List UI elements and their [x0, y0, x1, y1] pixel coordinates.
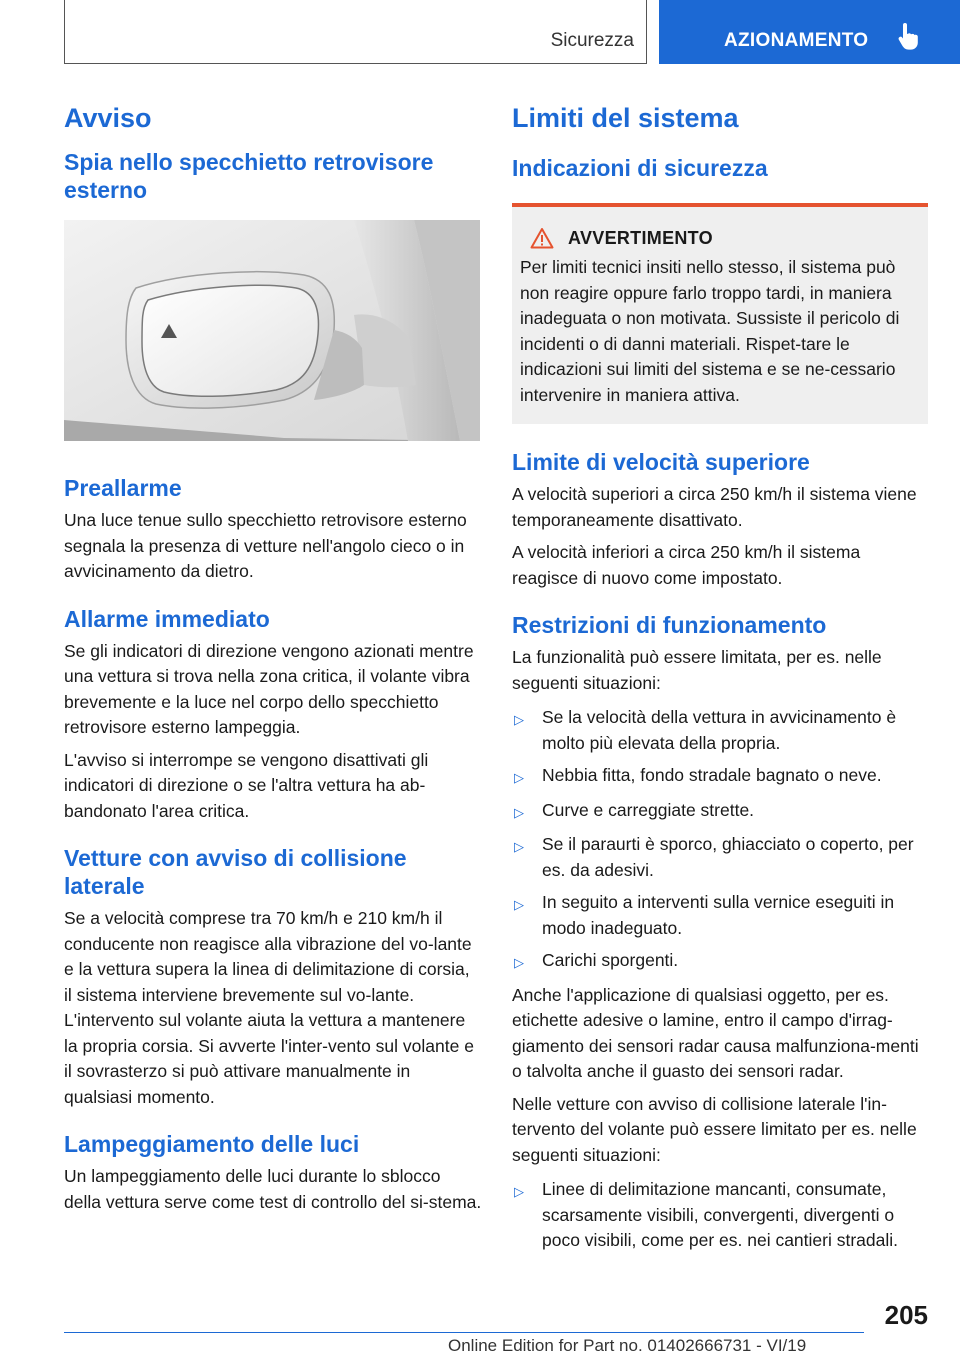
page-header [0, 0, 960, 66]
triangle-bullet-icon: ▷ [514, 897, 524, 912]
text-allarme-1: Se gli indicatori di direzione vengono azionati mentre una vettura si trova nella zona critica, il volante vibra brevemente e la luce nel corpo dello specchietto retrovisore esterno lampeggia. [64, 640, 474, 737]
side-mirror-illustration [64, 220, 480, 441]
triangle-bullet-icon: ▷ [514, 955, 524, 970]
warning-header [520, 227, 920, 249]
heading-preallarme: Preallarme [64, 475, 182, 501]
collisione-list [512, 1177, 928, 1254]
text-restrizioni: La funzionalità può essere limitata, per es. nelle seguenti situazioni: [512, 647, 882, 693]
header-chapter-label: AZIONAMENTO [724, 30, 869, 51]
list-item: ▷ Linee di delimitazione mancanti, consumate, scarsamente visibili, convergenti, divergenti o poco visibili, come per es. nei cantieri stradali. [512, 1177, 928, 1254]
warning-box [512, 203, 928, 424]
heading-limiti: Limiti del sistema [512, 103, 739, 133]
heading-lampeggiamento: Lampeggiamento delle luci [64, 1131, 360, 1157]
page-number: 205 [884, 1300, 928, 1330]
pointing-hand-icon [897, 23, 919, 51]
list-item: ▷ Carichi sporgenti. [512, 948, 928, 976]
triangle-bullet-icon: ▷ [514, 770, 524, 785]
heading-restrizioni: Restrizioni di funzionamento [512, 612, 827, 638]
triangle-bullet-icon: ▷ [514, 804, 524, 820]
list-item: ▷ Nebbia fitta, fondo stradale bagnato o neve. [512, 763, 928, 791]
text-applicazione: Anche l'applicazione di qualsiasi oggetto, per es. etichette adesive o lamine, entro il campo d'irrag-giamento dei sensori radar causa malfunziona-menti o talvolta anche il guasto dei sensori radar. [512, 984, 919, 1081]
triangle-bullet-icon: ▷ [514, 712, 524, 727]
side-mirror-image [64, 220, 480, 441]
restrizioni-list [512, 705, 928, 976]
triangle-bullet-icon: ▷ [514, 1184, 524, 1199]
triangle-bullet-icon: ▷ [514, 839, 524, 854]
heading-spia: Spia nello specchietto retrovisore esterno [64, 149, 434, 203]
warning-title: AVVERTIMENTO [568, 227, 713, 248]
heading-collisione: Vetture con avviso di collisione laterale [64, 845, 407, 899]
header-section-title: Sicurezza [550, 30, 634, 51]
text-collisione: Se a velocità comprese tra 70 km/h e 210 km/h il conducente non reagisce alla vibrazione del vo-lante e la vettura supera la linea di delimitazione di corsia, il sistema interviene brevemente sul vo-lante. L'intervento sul volante aiuta la vettura a mantenere la propria corsia. Si avverte l'inter-vento sul volante e il sovrasterzo si può attivare manualmente in qualsiasi momento. [64, 908, 474, 1107]
footer-divider [64, 1332, 864, 1333]
header-chapter-tab [659, 0, 960, 64]
heading-indicazioni: Indicazioni di sicurezza [512, 155, 768, 181]
text-velocita-1: A velocità superiori a circa 250 km/h il sistema viene temporaneamente disattivato. [512, 484, 917, 530]
warning-text: Per limiti tecnici insiti nello stesso, il sistema può non reagire oppure farlo troppo tardi, in maniera inadeguata o non motivata. Sussiste il pericolo di incidenti o di danni materiali. Rispet-tare le indicazioni sui limiti del sistema e se ne-cessario intervenire in maniera attiva. [520, 257, 900, 405]
right-column [512, 100, 928, 1261]
heading-allarme: Allarme immediato [64, 605, 270, 632]
footer-edition: Online Edition for Part no. 01402666731 - VI/19 [448, 1336, 807, 1355]
list-item: ▷ Curve e carreggiate strette. [512, 798, 928, 826]
text-nelle-vetture: Nelle vetture con avviso di collisione laterale l'in-tervento del volante può essere limitato per es. nelle seguenti situazioni: [512, 1093, 917, 1165]
heading-avviso: Avviso [64, 103, 152, 133]
heading-velocita: Limite di velocità superiore [512, 449, 810, 475]
warning-triangle-icon [530, 227, 554, 249]
list-item: ▷ Se il paraurti è sporco, ghiacciato o coperto, per es. da adesivi. [512, 832, 928, 883]
list-item: ▷ In seguito a interventi sulla vernice eseguiti in modo inadeguato. [512, 890, 928, 941]
text-allarme-2: L'avviso si interrompe se vengono disattivati gli indicatori di direzione o se l'altra vettura ha ab-bandonato l'area critica. [64, 749, 429, 821]
text-lampeggiamento: Un lampeggiamento delle luci durante lo sblocco della vettura serve come test di controllo del si-stema. [64, 1166, 482, 1212]
text-velocita-2: A velocità inferiori a circa 250 km/h il sistema reagisce di nuovo come impostato. [512, 542, 861, 588]
list-item: ▷ Se la velocità della vettura in avvicinamento è molto più elevata della propria. [512, 705, 928, 756]
text-preallarme: Una luce tenue sullo specchietto retrovisore esterno segnala la presenza di vetture nell'angolo cieco o in avvicinamento da dietro. [64, 510, 467, 581]
left-column [64, 100, 482, 1215]
